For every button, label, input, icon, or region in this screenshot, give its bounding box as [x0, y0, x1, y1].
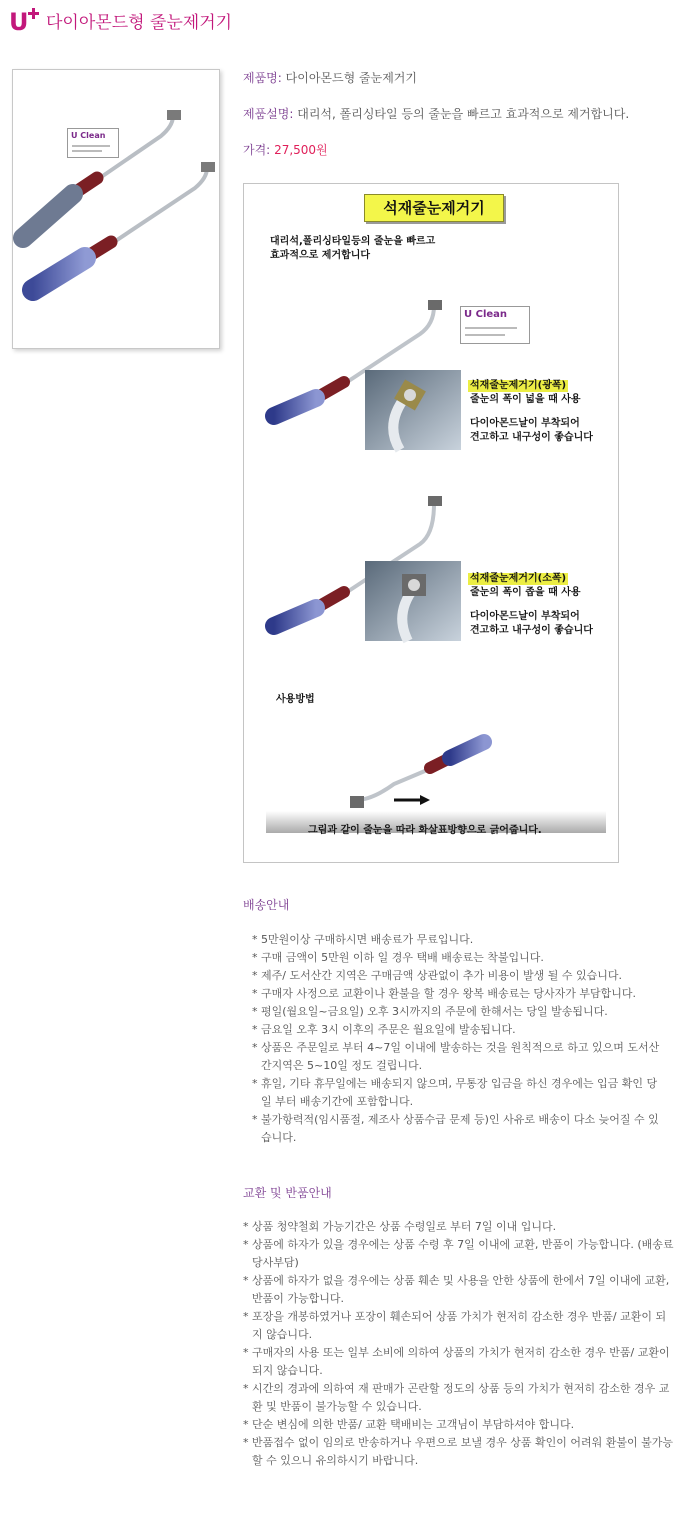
list-item: * 금요일 오후 3시 이후의 주문은 월요일에 발송됩니다. [252, 1023, 516, 1036]
product-price-row [243, 141, 328, 158]
product-price-label: 가격: [243, 143, 271, 157]
product-price-value: 27,500원 [274, 143, 328, 157]
list-item: * 불가항력적(임시품절, 제조사 상품수급 문제 등)인 사유로 배송이 다소 늦어질 수 있습니다. [252, 1113, 659, 1144]
product-name-value: 다이아몬드형 줄눈제거기 [285, 71, 417, 85]
product-detail-image [243, 183, 619, 863]
returns-section-title: 교환 및 반품안내 [243, 1186, 332, 1200]
product-thumbnail[interactable] [12, 69, 220, 349]
detail-intro-line1: 대리석,폴리싱타일등의 줄눈을 빠르고 [270, 236, 436, 247]
narrow-remover-feature2: 견고하고 내구성이 좋습니다 [470, 625, 593, 636]
page-title: 다이아몬드형 줄눈제거기 [46, 13, 233, 33]
product-description-row [243, 105, 629, 122]
wide-remover-desc: 줄눈의 폭이 넓을 때 사용 [470, 394, 581, 405]
list-item: * 단순 변심에 의한 반품/ 교환 택배비는 고객님이 부담하셔야 합니다. [243, 1418, 575, 1431]
narrow-remover-desc: 줄눈의 폭이 좁을 때 사용 [470, 587, 581, 598]
returns-notes-list [243, 1218, 675, 1470]
list-item: * 구매 금액이 5만원 이하 일 경우 택배 배송료는 착불입니다. [252, 951, 544, 964]
sticker-line [465, 327, 517, 329]
sticker-line [72, 145, 110, 147]
detail-intro-line2: 효과적으로 제거합니다 [270, 250, 371, 261]
list-item: * 상품은 주문일로 부터 4~7일 이내에 발송하는 것을 원칙적으로 하고 있으며 도서산간지역은 5~10일 정도 걸립니다. [252, 1041, 660, 1072]
shipping-notes-list [252, 931, 666, 1147]
list-item: * 상품 청약철회 가능기간은 상품 수령일로 부터 7일 이내 입니다. [243, 1220, 557, 1233]
brand-logo [8, 6, 46, 34]
wide-remover-feature2: 견고하고 내구성이 좋습니다 [470, 432, 593, 443]
usage-caption: 그림과 같이 줄눈을 따라 화살표방향으로 긁어줍니다. [308, 825, 542, 836]
narrow-remover-feature1: 다이아몬드날이 부착되어 [470, 611, 580, 622]
wide-remover-title: 석재줄눈제거기(광폭) [470, 380, 567, 391]
sticker-line [465, 334, 505, 336]
list-item: * 구매자의 사용 또는 일부 소비에 의하여 상품의 가치가 현저히 감소한 경우 반품/ 교환이 되지 않습니다. [243, 1346, 670, 1377]
narrow-remover-title: 석재줄눈제거기(소폭) [470, 573, 567, 584]
detail-brand-sticker: U Clean [460, 306, 530, 344]
list-item: * 시간의 경과에 의하여 재 판매가 곤란할 정도의 상품 등의 가치가 현저히 감소한 경우 교환 및 반품이 불가능할 수 있습니다. [243, 1382, 670, 1413]
usage-title: 사용방법 [276, 694, 315, 705]
product-name-label: 제품명: [243, 71, 282, 85]
list-item: * 상품에 하자가 있을 경우에는 상품 수령 후 7일 이내에 교환, 반품이 가능합니다. (배송료 당사부담) [243, 1238, 674, 1269]
product-description-label: 제품설명: [243, 107, 294, 121]
sticker-line [72, 150, 102, 152]
list-item: * 반품접수 없이 임의로 반송하거나 우편으로 보낼 경우 상품 확인이 어려워 환불이 불가능할 수 있으니 유의하시기 바랍니다. [243, 1436, 673, 1467]
list-item: * 제주/ 도서산간 지역은 구매금액 상관없이 추가 비용이 발생 될 수 있습니다. [252, 969, 622, 982]
product-description-value: 대리석, 폴리싱타일 등의 줄눈을 빠르고 효과적으로 제거합니다. [297, 107, 630, 121]
thumbnail-tools-illustration [13, 70, 219, 348]
product-name-row [243, 69, 417, 86]
list-item: * 휴일, 기타 휴무일에는 배송되지 않으며, 무통장 입금을 하신 경우에는 입금 확인 당일 부터 배송기간에 포함합니다. [252, 1077, 658, 1108]
wide-remover-feature1: 다이아몬드날이 부착되어 [470, 418, 580, 429]
detail-illustrations [244, 184, 618, 862]
shipping-section-title: 배송안내 [243, 898, 290, 912]
list-item: * 5만원이상 구매하시면 배송료가 무료입니다. [252, 933, 474, 946]
list-item: * 평일(월요일~금요일) 오후 3시까지의 주문에 한해서는 당일 발송됩니다. [252, 1005, 608, 1018]
svg-text:U: U [9, 8, 29, 34]
detail-banner: 석재줄눈제거기 [364, 194, 504, 222]
list-item: * 상품에 하자가 없을 경우에는 상품 훼손 및 사용을 안한 상품에 한에서 7일 이내에 교환, 반품이 가능합니다. [243, 1274, 670, 1305]
list-item: * 구매자 사정으로 교환이나 환불을 할 경우 왕복 배송료는 당사자가 부담합니다. [252, 987, 636, 1000]
thumbnail-brand-sticker: U Clean [67, 128, 119, 158]
list-item: * 포장을 개봉하였거나 포장이 훼손되어 상품 가치가 현저히 감소한 경우 반품/ 교환이 되지 않습니다. [243, 1310, 667, 1341]
